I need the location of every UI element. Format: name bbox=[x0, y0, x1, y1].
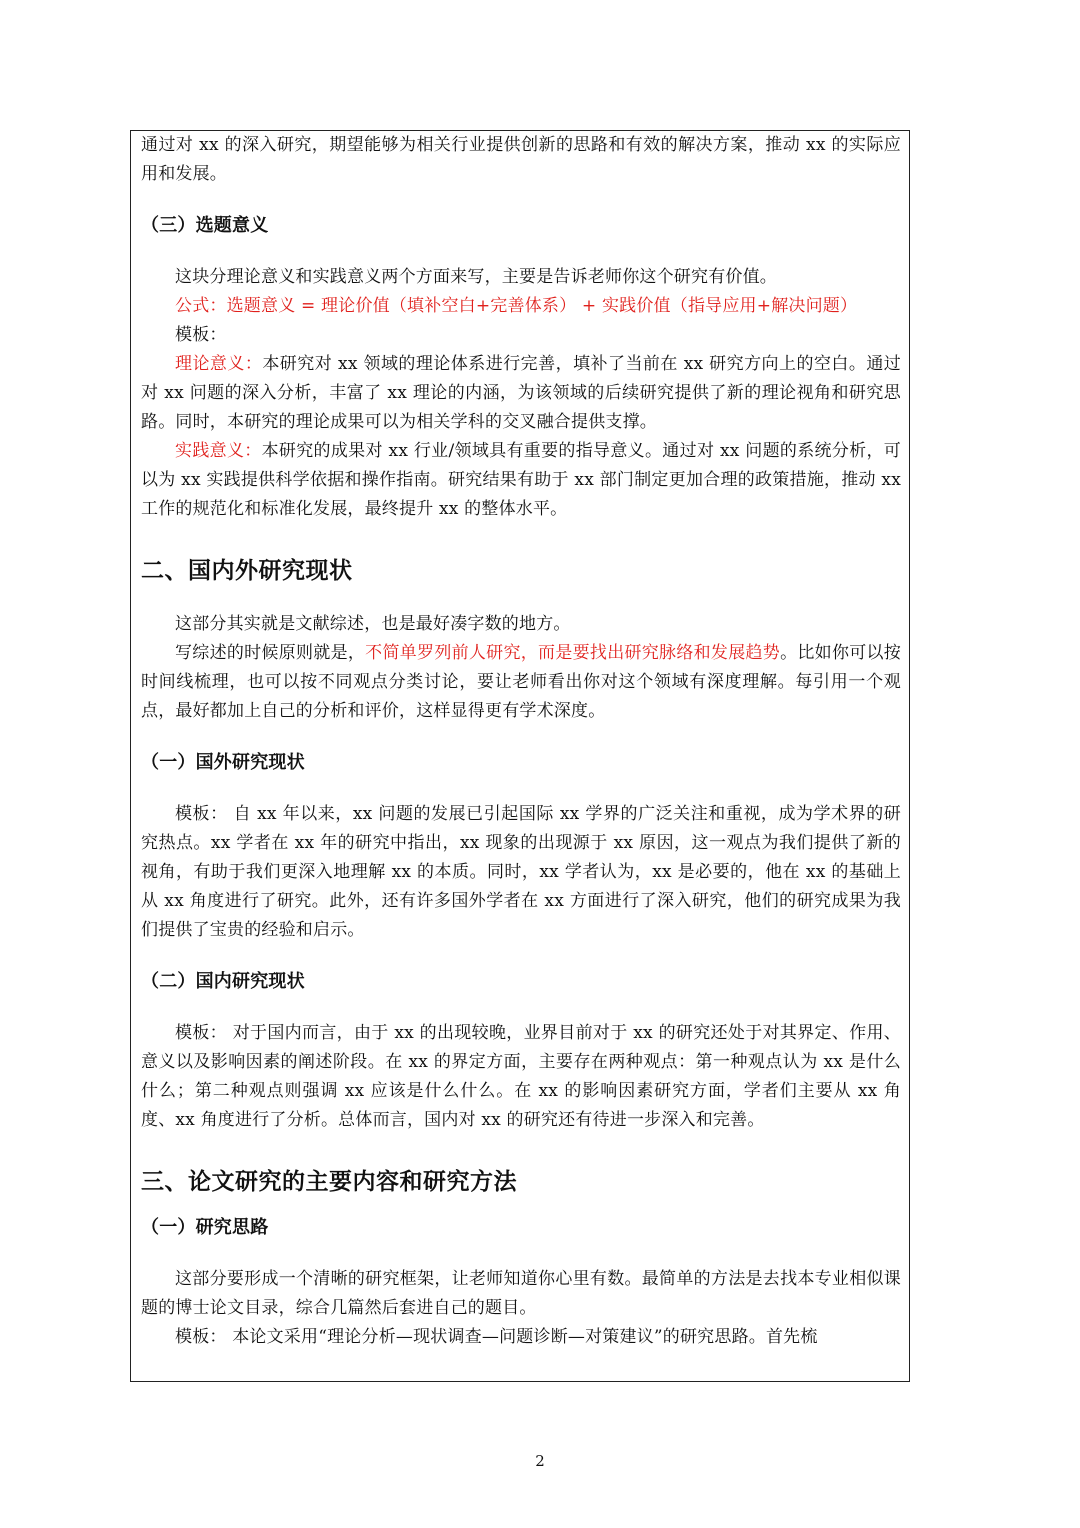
significance-formula: 公式：选题意义 = 理论价值（填补空白+完善体系） + 实践价值（指导应用+解决问题） bbox=[175, 296, 858, 316]
research-status-para2-before: 写综述的时候原则就是， bbox=[175, 643, 366, 663]
document-content bbox=[141, 131, 901, 1352]
research-status-para2-after: 。比如你可以按时间线梳理，也可以按不同观点分类讨论，要让老师看出你对这个领域有深度理解。每引用一个观点，最好都加上自己的分析和评价，这样显得更有学术深度。 bbox=[141, 643, 902, 721]
practice-text: 本研究的成果对 xx 行业/领域具有重要的指导意义。通过对 xx 问题的系统分析，可以为 xx 实践提供科学依据和操作指南。研究结果有助于 xx 部门制定更加合理的政策措施，推动 xx 工作的规范化和标准化发展，最终提升 xx 的整体水平。 bbox=[141, 441, 902, 519]
research-status-para2-highlight: 不简单罗列前人研究，而是要找出研究脉络和发展趋势 bbox=[365, 643, 781, 663]
research-status-para1: 这部分其实就是文献综述，也是最好凑字数的地方。 bbox=[175, 614, 571, 634]
research-status-para2 bbox=[141, 639, 901, 726]
template-label: 模板： bbox=[175, 325, 227, 345]
document-frame bbox=[130, 130, 910, 1382]
research-approach-para1: 这部分要形成一个清晰的研究框架，让老师知道你心里有数。最简单的方法是去找本专业相似课题的博士论文目录，综合几篇然后套进自己的题目。 bbox=[141, 1269, 901, 1318]
page-number: 2 bbox=[535, 1452, 545, 1470]
practice-label: 实践意义： bbox=[175, 441, 262, 461]
practice-significance-paragraph bbox=[141, 437, 901, 524]
theory-label: 理论意义： bbox=[175, 354, 263, 374]
research-approach-para2: 模板： 本论文采用“理论分析—现状调查—问题诊断—对策建议”的研究思路。首先梳 bbox=[175, 1327, 818, 1347]
theory-significance-paragraph bbox=[141, 350, 901, 437]
intro-paragraph: 通过对 xx 的深入研究，期望能够为相关行业提供创新的思路和有效的解决方案，推动 xx 的实际应用和发展。 bbox=[141, 135, 901, 184]
theory-text: 本研究对 xx 领域的理论体系进行完善，填补了当前在 xx 研究方向上的空白。通过对 xx 问题的深入分析，丰富了 xx 理论的内涵，为该领域的后续研究提供了新的理论视角和研究思路。同时，本研究的理论成果可以为相关学科的交叉融合提供支撑。 bbox=[141, 354, 901, 432]
domestic-status-heading: （二）国内研究现状 bbox=[141, 971, 305, 992]
main-content-heading: 三、论文研究的主要内容和研究方法 bbox=[141, 1169, 517, 1195]
research-status-heading: 二、国内外研究现状 bbox=[141, 558, 353, 584]
significance-heading: （三）选题意义 bbox=[141, 215, 269, 236]
research-approach-heading: （一）研究思路 bbox=[141, 1217, 269, 1238]
foreign-status-template: 模板： 自 xx 年以来，xx 问题的发展已引起国际 xx 学界的广泛关注和重视，成为学术界的研究热点。xx 学者在 xx 年的研究中指出，xx 现象的出现源于 xx 原因，这一观点为我们提供了新的视角，有助于我们更深入地理解 xx 的本质。同时，xx 学者认为，xx 是必要的，他在 xx 的基础上从 xx 角度进行了研究。此外，还有许多国外学者在 xx 方面进行了深入研究，他们的研究成果为我们提供了宝贵的经验和启示。 bbox=[141, 804, 901, 940]
significance-lead: 这块分理论意义和实践意义两个方面来写，主要是告诉老师你这个研究有价值。 bbox=[175, 267, 777, 287]
domestic-status-template: 模板： 对于国内而言，由于 xx 的出现较晚，业界目前对于 xx 的研究还处于对其界定、作用、意义以及影响因素的阐述阶段。在 xx 的界定方面，主要存在两种观点：第一种观点认为 xx 是什么什么；第二种观点则强调 xx 应该是什么什么。在 xx 的影响因素研究方面，学者们主要从 xx 角度、xx 角度进行了分析。总体而言，国内对 xx 的研究还有待进一步深入和完善。 bbox=[141, 1023, 901, 1130]
foreign-status-heading: （一）国外研究现状 bbox=[141, 752, 305, 773]
